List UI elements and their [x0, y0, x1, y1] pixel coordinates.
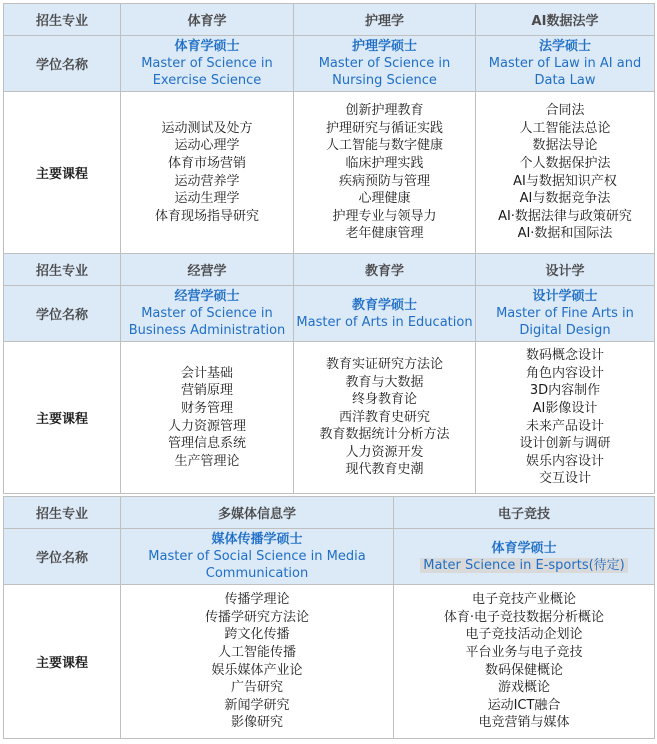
course-item: 护理专业与领导力	[332, 208, 437, 224]
major-esports: 电子竞技	[394, 497, 655, 529]
degree-cell	[476, 36, 655, 92]
major-multimedia: 多媒体信息学	[121, 497, 394, 529]
degree-cell	[121, 286, 294, 342]
degree-zh: 体育学硕士	[491, 540, 557, 556]
course-item: 体育现场指导研究	[154, 208, 259, 224]
course-item: 教育与大数据	[345, 374, 424, 390]
degree-en: Master of Social Science in Media Communication	[148, 549, 366, 581]
course-item: 运动测试及处方	[161, 120, 253, 136]
course-item: 体育市场营销	[167, 155, 246, 171]
course-item: 人力资源开发	[345, 444, 424, 460]
course-item: 人力资源管理	[167, 418, 246, 434]
course-item: 人工智能法总论	[519, 120, 611, 136]
major-label: 招生专业	[4, 497, 121, 529]
major-nursing: 护理学	[294, 4, 476, 36]
degree-label: 学位名称	[4, 529, 121, 585]
course-item: 体育·电子竞技数据分析概论	[443, 609, 605, 625]
courses-label: 主要课程	[4, 92, 121, 254]
degree-cell	[121, 529, 394, 585]
degree-label: 学位名称	[4, 36, 121, 92]
course-item: AI与数据竞争法	[519, 191, 611, 207]
program-table-page	[3, 3, 654, 739]
course-item: 运动心理学	[174, 138, 240, 154]
course-list	[294, 342, 476, 494]
course-item: 运动营养学	[174, 173, 240, 189]
course-item: 角色内容设计	[525, 365, 604, 381]
course-item: 终身教育论	[351, 392, 417, 408]
major-business: 经营学	[121, 254, 294, 286]
course-item: 电竞营销与媒体	[478, 715, 570, 731]
course-item: 数码概念设计	[525, 348, 604, 364]
course-item: 传播学研究方法论	[204, 609, 309, 625]
course-item: 合同法	[545, 103, 585, 119]
degree-cell	[476, 286, 655, 342]
major-label: 招生专业	[4, 4, 121, 36]
degree-zh: 法学硕士	[538, 39, 591, 54]
degree-en: Master of Science in Business Administration	[128, 306, 286, 338]
degree-zh: 媒体传播学硕士	[211, 532, 303, 547]
course-item: 设计创新与调研	[519, 436, 611, 452]
course-list	[121, 585, 394, 739]
course-item: 娱乐内容设计	[525, 453, 604, 469]
course-item: 3D内容制作	[529, 383, 601, 399]
degree-zh: 护理学硕士	[351, 39, 417, 54]
course-item: 电子竞技活动企划论	[465, 627, 583, 643]
major-sports: 体育学	[121, 4, 294, 36]
course-item: 会计基础	[180, 365, 233, 381]
course-item: 运动ICT融合	[487, 697, 561, 713]
course-item: 未来产品设计	[525, 418, 604, 434]
major-design: 设计学	[476, 254, 655, 286]
course-list	[294, 92, 476, 254]
degree-cell	[294, 36, 476, 92]
course-item: 新闻学研究	[224, 697, 290, 713]
degree-en: Master of Fine Arts in Digital Design	[496, 306, 634, 338]
course-item: 营销原理	[180, 383, 233, 399]
degree-zh: 体育学硕士	[174, 39, 240, 54]
course-item: AI·数据法律与政策研究	[498, 208, 632, 224]
course-item: 娱乐媒体产业论	[211, 662, 303, 678]
course-item: 疾病预防与管理	[338, 173, 430, 189]
courses-label: 主要课程	[4, 342, 121, 494]
degree-zh: 经营学硕士	[174, 289, 240, 304]
course-item: 传播学理论	[224, 592, 290, 608]
course-item: 西洋教育史研究	[338, 409, 430, 425]
degree-en: Master of Arts in Education	[296, 314, 473, 330]
degree-cell	[394, 529, 655, 585]
degree-en: Master of Science in Exercise Science	[141, 56, 273, 88]
course-item: 人工智能传播	[217, 644, 296, 660]
course-item: 个人数据保护法	[519, 155, 611, 171]
course-item: 运动生理学	[174, 191, 240, 207]
degree-cell	[121, 36, 294, 92]
course-item: 广告研究	[230, 680, 283, 696]
degree-zh: 设计学硕士	[532, 289, 598, 304]
course-item: 数码保健概论	[484, 662, 563, 678]
course-list	[121, 92, 294, 254]
degree-en: Master of Science in Nursing Science	[318, 56, 451, 88]
major-ai-data-law: AI数据法学	[476, 4, 655, 36]
course-item: 护理研究与循证实践	[325, 120, 443, 136]
course-item: 跨文化传播	[224, 627, 290, 643]
course-list	[476, 342, 655, 494]
degree-en-highlight: Mater Science in E-sports(待定)	[420, 558, 628, 573]
course-item: 创新护理教育	[345, 103, 424, 119]
course-item: 影像研究	[230, 715, 283, 731]
course-item: 老年健康管理	[345, 226, 424, 242]
course-item: AI与数据知识产权	[513, 173, 617, 189]
program-section-1	[3, 3, 655, 494]
major-label: 招生专业	[4, 254, 121, 286]
degree-cell	[294, 286, 476, 342]
course-list	[394, 585, 655, 739]
course-item: 财务管理	[180, 400, 233, 416]
course-item: 教育数据统计分析方法	[319, 427, 450, 443]
degree-en: Master of Law in AI and Data Law	[488, 56, 642, 88]
course-item: 现代教育史潮	[345, 462, 424, 478]
program-section-3	[3, 496, 655, 739]
course-item: 人工智能与数字健康	[325, 138, 443, 154]
degree-label: 学位名称	[4, 286, 121, 342]
course-item: AI影像设计	[532, 400, 598, 416]
course-item: 管理信息系统	[167, 436, 246, 452]
course-list	[476, 92, 655, 254]
course-item: 心理健康	[358, 191, 411, 207]
course-item: AI·数据和国际法	[517, 226, 613, 242]
course-item: 生产管理论	[174, 453, 240, 469]
course-item: 电子竞技产业概论	[471, 592, 576, 608]
course-item: 平台业务与电子竞技	[465, 644, 583, 660]
course-item: 游戏概论	[497, 680, 550, 696]
degree-zh: 教育学硕士	[351, 297, 417, 313]
course-item: 数据法导论	[532, 138, 598, 154]
course-item: 临床护理实践	[345, 155, 424, 171]
courses-label: 主要课程	[4, 585, 121, 739]
major-education: 教育学	[294, 254, 476, 286]
course-item: 教育实证研究方法论	[325, 356, 443, 372]
course-list	[121, 342, 294, 494]
course-item: 交互设计	[538, 471, 591, 487]
